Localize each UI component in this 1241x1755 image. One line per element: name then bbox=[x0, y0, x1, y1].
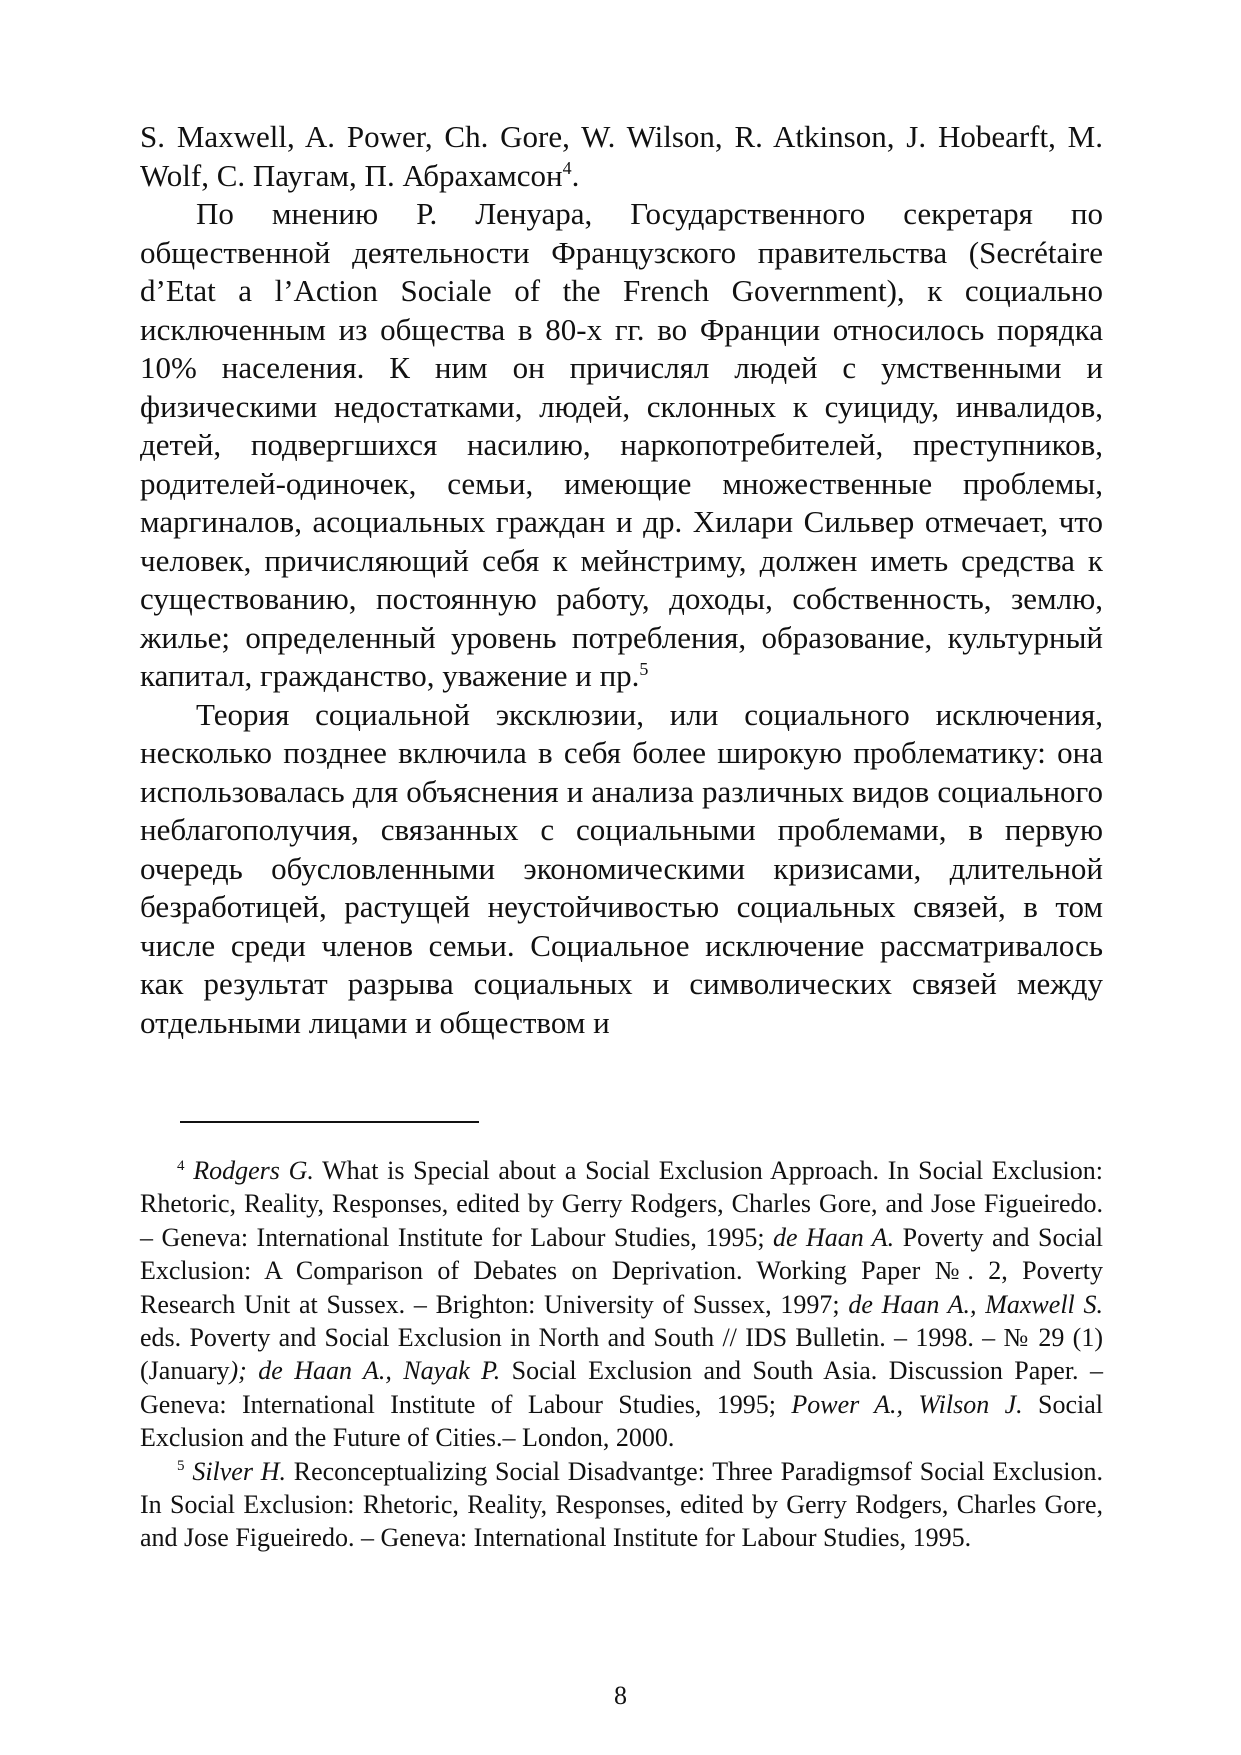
footnote-5-marker: 5 bbox=[177, 1458, 185, 1475]
paragraph-2 bbox=[140, 195, 1103, 696]
paragraph-1-end: . bbox=[571, 157, 580, 193]
footnote-4-author-rodgers: Rodgers G. bbox=[193, 1156, 314, 1185]
footnote-4-text-e: Social Exclusion and the Future of Cities.– London, 2000. bbox=[140, 1389, 1103, 1453]
page-body bbox=[140, 118, 1103, 1042]
footnote-5-author-silver: Silver H. bbox=[192, 1456, 286, 1486]
page-number: 8 bbox=[614, 1681, 627, 1710]
footnote-4 bbox=[140, 1154, 1103, 1455]
footnote-4-marker: 4 bbox=[177, 1157, 185, 1174]
footnote-ref-5[interactable]: 5 bbox=[639, 658, 649, 679]
paragraph-3 bbox=[140, 696, 1103, 1043]
footnote-4-text-b: Poverty and Social Exclusion: A Comparison of Debates on Deprivation. Working Paper №. 2, Poverty Research Unit at Sussex. – Brighton: University of Sussex, 1997; bbox=[140, 1222, 1103, 1319]
footnote-separator bbox=[180, 1121, 479, 1123]
footnote-ref-4[interactable]: 4 bbox=[562, 158, 572, 179]
paragraph-1-text: S. Maxwell, A. Power, Ch. Gore, W. Wilson, R. Atkinson, J. Hobearft, M. Wolf, С. Паугам, П. Абрахамсон bbox=[140, 119, 1103, 193]
paragraph-1 bbox=[140, 118, 1103, 195]
footnotes bbox=[140, 1154, 1103, 1555]
footnote-4-author-de-haan: de Haan A. bbox=[773, 1222, 895, 1252]
footnote-5-text: Reconceptualizing Social Disadvantge: Three Paradigmsof Social Exclusion. In Social Exclusion: Rhetoric, Reality, Responses, edited by Gerry Rodgers, Charles Gore, and Jose Figueiredo. – Geneva: International Institute for Labour Studies, 1995. bbox=[140, 1456, 1104, 1553]
footnote-4-author-de-haan-nayak: ); de Haan A., Nayak P. bbox=[229, 1356, 501, 1386]
footnote-5 bbox=[140, 1455, 1103, 1555]
footnote-4-text-d: Social Exclusion and South Asia. Discussion Paper. – Geneva: International Institute of Labour Studies, 1995; bbox=[140, 1356, 1103, 1419]
paragraph-2-text: По мнению Р. Ленуара, Государственного секретаря по общественной деятельности Французского правительства (Secrétaire d’Etat a l’Action Sociale of the French Government), к социально исключенным из общества в 80-х гг. во Франции относилось порядка 10% населения. К ним он причислял людей с умственными и физическими недостатками, людей, склонных к суициду, инвалидов, детей, подвергшихся насилию, наркопотребителей, преступников, родителей-одиночек, семьи, имеющие множественные проблемы, маргиналов, асоциальных граждан и др. Хилари Сильвер отмечает, что человек, причисляющий себя к мейнстриму, должен иметь средства к существованию, постоянную работу, доходы, собственность, землю, жилье; определенный уровень потребления, образование, культурный капитал, гражданство, уважение и пр. bbox=[140, 196, 1103, 693]
paragraph-3-text: Теория социальной эксклюзии, или социального исключения, несколько позднее включила в себя более широкую проблематику: она использовалась для объяснения и анализа различных видов социального неблагополучия, связанных с социальными проблемами, в первую очередь обусловленными экономическими кризисами, длительной безработицей, растущей неустойчивостью социальных связей, в том числе среди членов семьи. Социальное исключение рассматривалось как результат разрыва социальных и символических связей между отдельными лицами и обществом и bbox=[140, 696, 1103, 1040]
footnote-4-text-c: eds. Poverty and Social Exclusion in North and South // IDS Bulletin. – 1998. – № 29 (1) (January bbox=[140, 1323, 1103, 1386]
footnote-4-text-a: What is Special about a Social Exclusion Approach. In Social Exclusion: Rhetoric, Reality, Responses, edited by Gerry Rodgers, Charles Gore, and Jose Figueiredo. – Geneva: International Institute for Labour Studies, 1995; bbox=[140, 1156, 1104, 1252]
footnote-4-author-power-wilson: Power A., Wilson J. bbox=[791, 1389, 1023, 1419]
footnote-4-author-de-haan-maxwell: de Haan A., Maxwell S. bbox=[848, 1289, 1103, 1319]
